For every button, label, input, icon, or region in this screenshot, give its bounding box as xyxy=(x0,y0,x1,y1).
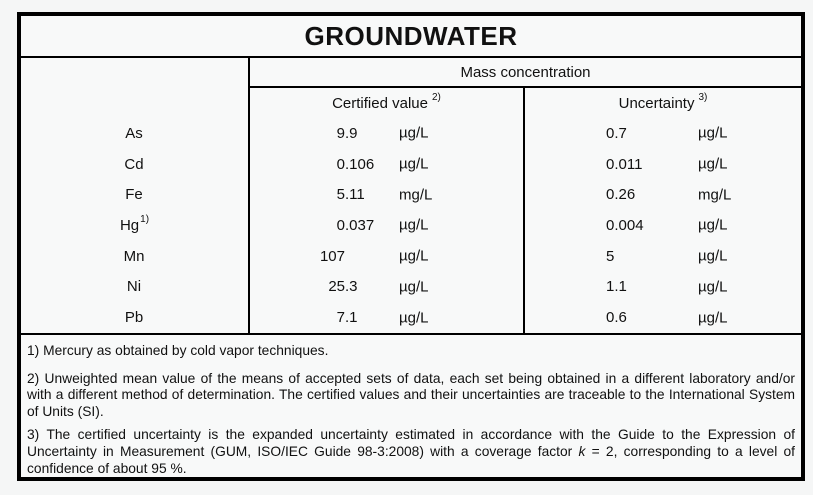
certified-value-integer: 25 xyxy=(328,278,345,296)
footnote-3-coverage-factor-symbol: k xyxy=(578,443,586,459)
element-symbol: Mn xyxy=(123,247,145,265)
footnote-3-text-before: 3) The certified uncertainty is the expanded uncertainty estimated in accordance with the Guide to the Expression of Uncertainty in Measurement (GUM, ISO/IEC Guide 98-3:2008) with a coverage factor xyxy=(27,427,795,459)
element-column-header-blank xyxy=(21,58,248,118)
uncertainty-cell xyxy=(523,302,801,333)
uncertainty-unit: µg/L xyxy=(698,309,728,327)
uncertainty-value: 1.1 xyxy=(606,278,627,296)
certified-value-fraction: .1 xyxy=(345,309,358,327)
element-footnote-marker: 1) xyxy=(140,213,150,225)
element-cell xyxy=(21,241,248,272)
uncertainty-value: 5 xyxy=(606,247,615,265)
uncertainty-unit: µg/L xyxy=(698,216,728,234)
groundwater-table xyxy=(17,12,805,481)
certified-value-integer: 5 xyxy=(336,186,345,204)
element-symbol: As xyxy=(125,124,143,142)
certified-value-integer: 7 xyxy=(336,309,345,327)
certified-value-cell xyxy=(248,179,523,210)
certified-value-header xyxy=(248,88,523,118)
certified-value-cell xyxy=(248,272,523,303)
table-row xyxy=(21,210,801,241)
uncertainty-label: Uncertainty xyxy=(618,94,695,112)
uncertainty-cell xyxy=(523,118,801,149)
element-cell xyxy=(21,272,248,303)
element-cell xyxy=(21,118,248,149)
certified-value-fraction: .9 xyxy=(345,124,358,142)
uncertainty-value: 0.004 xyxy=(606,216,644,234)
certified-value-integer: 9 xyxy=(336,124,345,142)
element-symbol: Fe xyxy=(125,186,143,204)
uncertainty-cell xyxy=(523,241,801,272)
table-row xyxy=(21,118,801,149)
certified-value-unit: µg/L xyxy=(399,155,429,173)
uncertainty-cell xyxy=(523,210,801,241)
mass-concentration-label: Mass concentration xyxy=(460,63,591,81)
table-row xyxy=(21,179,801,210)
element-cell xyxy=(21,179,248,210)
element-cell xyxy=(21,149,248,180)
uncertainty-value: 0.26 xyxy=(606,186,636,204)
certified-value-cell xyxy=(248,302,523,333)
certified-value-unit: µg/L xyxy=(399,216,429,234)
certified-value-integer: 0 xyxy=(336,155,345,173)
element-cell xyxy=(21,302,248,333)
certified-value-label: Certified value xyxy=(332,94,428,112)
certified-value-fraction: .106 xyxy=(345,155,375,173)
element-symbol: Cd xyxy=(124,155,144,173)
uncertainty-cell xyxy=(523,272,801,303)
uncertainty-unit: µg/L xyxy=(698,278,728,296)
table-header xyxy=(21,58,801,118)
element-symbol: Pb xyxy=(124,309,144,327)
footnote-3 xyxy=(27,427,795,477)
certified-value-unit: µg/L xyxy=(399,124,429,142)
certified-value-integer: 0 xyxy=(336,216,345,234)
mass-concentration-header xyxy=(248,58,801,88)
table-body xyxy=(21,118,801,333)
table-row xyxy=(21,241,801,272)
certified-value-cell xyxy=(248,210,523,241)
certified-value-unit: mg/L xyxy=(399,186,433,204)
certified-value-fraction: .037 xyxy=(345,216,375,234)
uncertainty-unit: µg/L xyxy=(698,155,728,173)
uncertainty-cell xyxy=(523,149,801,180)
table-title: GROUNDWATER xyxy=(21,16,801,58)
element-cell xyxy=(21,210,248,241)
certified-value-cell xyxy=(248,241,523,272)
uncertainty-unit: mg/L xyxy=(698,186,732,204)
certified-value-integer: 107 xyxy=(319,247,345,265)
certified-value-footnote-marker: 2) xyxy=(431,91,441,103)
uncertainty-footnote-marker: 3) xyxy=(698,91,708,103)
uncertainty-value: 0.011 xyxy=(606,155,643,173)
table-row xyxy=(21,302,801,333)
uncertainty-value: 0.7 xyxy=(606,124,627,142)
footnote-2: 2) Unweighted mean value of the means of accepted sets of data, each set being obtained in a different laboratory and/or with a different method of determination. The certified values and their uncertainties are traceable to the International System of Units (SI). xyxy=(27,370,795,419)
uncertainty-cell xyxy=(523,179,801,210)
certified-value-cell xyxy=(248,149,523,180)
footnote-3-text-after: = 2, corresponding to a level of confidence of about 95 %. xyxy=(27,443,795,476)
table-row xyxy=(21,149,801,180)
uncertainty-value: 0.6 xyxy=(606,309,627,327)
footnote-1: 1) Mercury as obtained by cold vapor techniques. xyxy=(27,343,329,358)
certified-value-unit: µg/L xyxy=(399,247,429,265)
element-symbol: Ni xyxy=(126,278,142,296)
certified-value-unit: µg/L xyxy=(399,309,429,327)
element-symbol: Hg xyxy=(119,216,140,234)
uncertainty-unit: µg/L xyxy=(698,124,728,142)
certified-value-fraction: .3 xyxy=(345,278,358,296)
uncertainty-unit: µg/L xyxy=(698,247,728,265)
uncertainty-header xyxy=(523,88,801,118)
table-row xyxy=(21,272,801,303)
certified-value-unit: µg/L xyxy=(399,278,429,296)
footnotes-section xyxy=(21,333,801,477)
certified-value-cell xyxy=(248,118,523,149)
certified-value-fraction: .11 xyxy=(345,186,365,204)
